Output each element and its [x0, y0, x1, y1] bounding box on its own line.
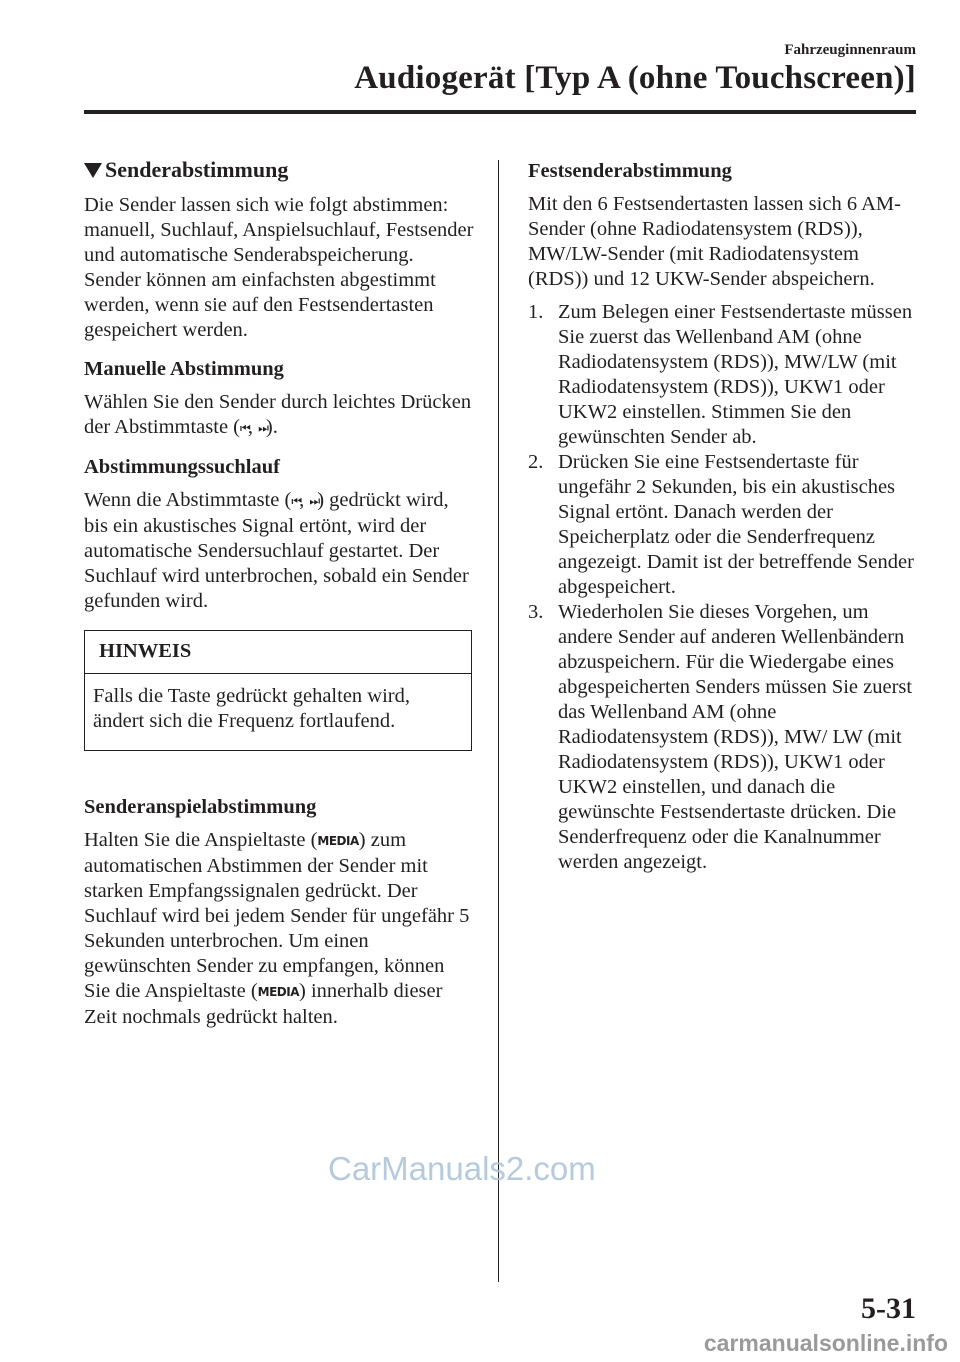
seek-forward-icon: ⏭: [258, 421, 266, 435]
text-run: ) gedrückt wird, bis ein akustisches Signal ertönt, wird der automatische Sendersuchlauf gestartet. Der Suchlauf wird unterbrochen, sobald ein Sender gefunden wird.: [84, 489, 469, 612]
column-divider: [498, 160, 499, 1282]
manual-tuning-heading: Manuelle Abstimmung: [84, 358, 284, 380]
preset-tuning-heading: Festsenderabstimmung: [528, 160, 732, 182]
step-text: Zum Belegen einer Festsendertaste müssen Sie zuerst das Wellenband AM (ohne Radiodatensystem (RDS)), MW/LW (mit Radiodatensystem (RDS)), UKW1 oder UKW2 einstellen. Stimmen Sie den gewünschten Sender ab.: [558, 301, 913, 448]
list-item: [528, 600, 920, 875]
triangle-marker-icon: [84, 163, 102, 178]
left-column: [84, 155, 474, 1030]
header-rule: [84, 110, 916, 114]
note-body: Falls die Taste gedrückt gehalten wird, ändert sich die Frequenz fortlaufend.: [93, 685, 410, 732]
text-run: ,: [247, 416, 259, 438]
step-text: Wiederholen Sie dieses Vorgehen, um andere Sender auf anderen Wellenbändern abzuspeichern. Für die Wiedergabe eines abgespeicherten Senders müssen Sie zuerst das Wellenband AM (ohne Radiodatensystem (RDS)), MW/ LW (mit Radiodatensystem (RDS)), UKW1 oder UKW2 einstellen, und danach die gewünschte Festsendertaste drücken. Die Senderfrequenz oder die Kanalnummer werden angezeigt.: [558, 601, 913, 873]
text-run: ) innerhalb dieser Zeit nochmals gedrückt halten.: [84, 980, 443, 1028]
scan-tuning-paragraph: [84, 828, 474, 1030]
note-title: HINWEIS: [85, 631, 471, 674]
text-run: ) zum automatischen Abstimmen der Sender mit starken Empfangssignalen gedrückt. Der Suchlauf wird bei jedem Sender für ungefähr 5 Sekunden unterbrochen. Um einen gewünschten Sender zu empfangen, können Sie die Anspieltaste (: [84, 829, 470, 1002]
media-button-icon: MEDIA: [257, 985, 300, 999]
list-item: [528, 450, 920, 600]
seek-tuning-heading: Abstimmungssuchlauf: [84, 456, 280, 478]
step-number: 1.: [528, 301, 544, 323]
preset-intro-paragraph: Mit den 6 Festsendertasten lassen sich 6 AM-Sender (ohne Radiodatensystem (RDS)), MW/LW-Sender (mit Radiodatensystem (RDS)) und 12 UKW-Sender abspeichern.: [528, 193, 901, 290]
step-number: 2.: [528, 451, 544, 473]
scan-tuning-heading: Senderanspielabstimmung: [84, 796, 317, 818]
preset-steps-list: [528, 300, 920, 875]
watermark: CarManuals2.com: [328, 1150, 596, 1187]
text-run: Wenn die Abstimmtaste (: [84, 489, 292, 511]
footer-site-link[interactable]: carmanualsonline.info: [703, 1330, 948, 1356]
step-number: 3.: [528, 601, 544, 623]
text-run: Halten Sie die Anspieltaste (: [84, 829, 318, 851]
manual-tuning-paragraph: [84, 390, 474, 441]
right-column: [528, 155, 920, 875]
step-text: Drücken Sie eine Festsendertaste für ungefähr 2 Sekunden, bis ein akustisches Signal ertönt. Danach werden der Speicherplatz oder die Senderfrequenz angezeigt. Damit ist der betreffende Sender abgespeichert.: [558, 451, 914, 598]
text-run: ,: [299, 489, 310, 511]
section-heading-text: Senderabstimmung: [105, 157, 289, 182]
page-number: 5-31: [861, 1292, 916, 1325]
media-button-icon: MEDIA: [317, 834, 359, 848]
section-label: Fahrzeuginnenraum: [784, 42, 916, 58]
intro-paragraph: Die Sender lassen sich wie folgt abstimmen: manuell, Suchlauf, Anspielsuchlauf, Festsender und automatische Senderabspeicherung. Sender können am einfachsten abgestimmt werden, wenn sie auf den Festsendertasten gespeichert werden.: [84, 194, 474, 341]
text-run: Wählen Sie den Sender durch leichtes Drücken der Abstimmtaste (: [84, 391, 472, 438]
seek-back-icon: ⏮: [240, 421, 248, 435]
section-heading: [84, 155, 474, 185]
seek-forward-icon: ⏭: [309, 494, 318, 508]
seek-tuning-paragraph: [84, 488, 474, 614]
text-run: ).: [265, 416, 278, 438]
seek-back-icon: ⏮: [291, 494, 300, 508]
list-item: [528, 300, 920, 450]
note-box: [84, 630, 472, 751]
page-title: Audiogerät [Typ A (ohne Touchscreen)]: [354, 60, 916, 96]
